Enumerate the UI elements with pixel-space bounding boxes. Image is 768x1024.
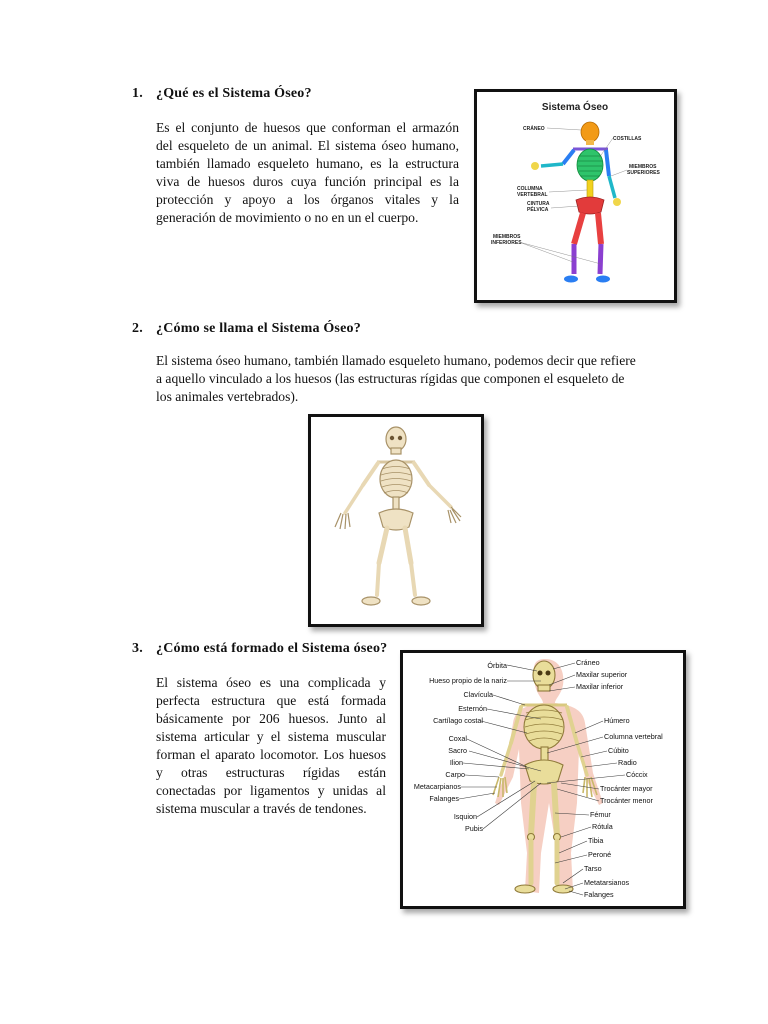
realistic-skeleton-illustration: [311, 417, 481, 624]
labeled-skeleton-illustration: [403, 653, 683, 906]
question-2-title: ¿Cómo se llama el Sistema Óseo?: [156, 321, 361, 336]
question-2-number: 2.: [132, 321, 143, 336]
label-cintura-line1: CINTURA: [527, 201, 550, 207]
label-miembros-superiores-line1: MIEMBROS: [629, 164, 657, 170]
question-3-title: ¿Cómo está formado el Sistema óseo?: [156, 641, 388, 656]
question-3-paragraph: El sistema óseo es una complicada y perfecta estructura que está formada básicamente por 206 huesos. Junto al sistema articular y el sistema muscular forman el aparato locomotor. Los huesos y otras estructuras rígidas están conectadas por ligamentos y unidas al sistema muscular a través de tendones.: [156, 675, 386, 816]
label-craneo: Cráneo: [576, 658, 600, 667]
label-maxilar-superior: Maxilar superior: [576, 670, 628, 679]
label-isquion: Isquion: [453, 812, 477, 821]
label-trocanter-menor: Trocánter menor: [600, 796, 653, 805]
label-femur: Fémur: [590, 810, 611, 819]
label-cintura-line2: PÉLVICA: [527, 207, 549, 213]
label-columna-line1: COLUMNA: [517, 186, 543, 192]
label-falanges-mano: Falanges: [429, 794, 459, 803]
label-carpo: Carpo: [445, 770, 465, 779]
question-1-title: ¿Qué es el Sistema Óseo?: [156, 86, 312, 101]
label-costillas: COSTILLAS: [613, 136, 642, 142]
label-falanges-pie: Falanges: [584, 890, 614, 899]
figure-labeled-skeleton: [400, 650, 686, 909]
colored-skeleton-illustration: [477, 92, 674, 300]
figure-colored-skeleton: [474, 89, 677, 303]
label-miembros-inferiores-line2: INFERIORES: [491, 240, 522, 246]
question-3-number: 3.: [132, 641, 143, 656]
label-perone: Peroné: [588, 850, 612, 859]
label-cubito: Cúbito: [608, 746, 629, 755]
label-metatarsianos: Metatarsianos: [584, 878, 630, 887]
label-radio: Radio: [618, 758, 637, 767]
label-tarso: Tarso: [584, 864, 602, 873]
label-trocanter-mayor: Trocánter mayor: [600, 784, 653, 793]
label-craneo: CRÁNEO: [523, 126, 545, 132]
label-maxilar-inferior: Maxilar inferior: [576, 682, 624, 691]
label-coccix: Cóccix: [626, 770, 648, 779]
label-metacarpianos: Metacarpianos: [413, 782, 461, 791]
label-columna: Columna vertebral: [604, 732, 663, 741]
label-pubis: Pubis: [465, 824, 483, 833]
label-miembros-superiores-line2: SUPERIORES: [627, 170, 660, 176]
label-tibia: Tibia: [588, 836, 604, 845]
label-clavicula: Clavícula: [463, 690, 493, 699]
figure-realistic-skeleton: [308, 414, 484, 627]
label-cartilago: Cartílago costal: [433, 716, 483, 725]
label-orbita: Órbita: [487, 661, 507, 670]
figure1-title: Sistema Óseo: [541, 102, 609, 113]
label-hueso-nariz: Hueso propio de la nariz: [429, 676, 507, 685]
label-columna-line2: VERTEBRAL: [517, 192, 548, 198]
label-esternon: Esternón: [458, 704, 487, 713]
question-1-paragraph: Es el conjunto de huesos que conforman el armazón del esqueleto de un animal. El sistema óseo humano, también llamado esqueleto humano, es la estructura viva de huesos duros cuya función principal es la protección y apoyo a los órganos vitales y la generación de movimiento o no en un el cuerpo.: [156, 120, 459, 225]
label-miembros-inferiores-line1: MIEMBROS: [493, 234, 521, 240]
label-sacro: Sacro: [448, 746, 467, 755]
label-rotula: Rótula: [592, 822, 613, 831]
question-1-number: 1.: [132, 86, 143, 101]
label-ilion: Ilion: [449, 758, 463, 767]
label-coxal: Coxal: [448, 734, 467, 743]
question-2-paragraph: El sistema óseo humano, también llamado esqueleto humano, podemos decir que refiere a aquello vinculado a los huesos (las estructuras rígidas que componen el esqueleto de los animales vertebrados).: [156, 353, 636, 404]
label-humero: Húmero: [604, 716, 630, 725]
